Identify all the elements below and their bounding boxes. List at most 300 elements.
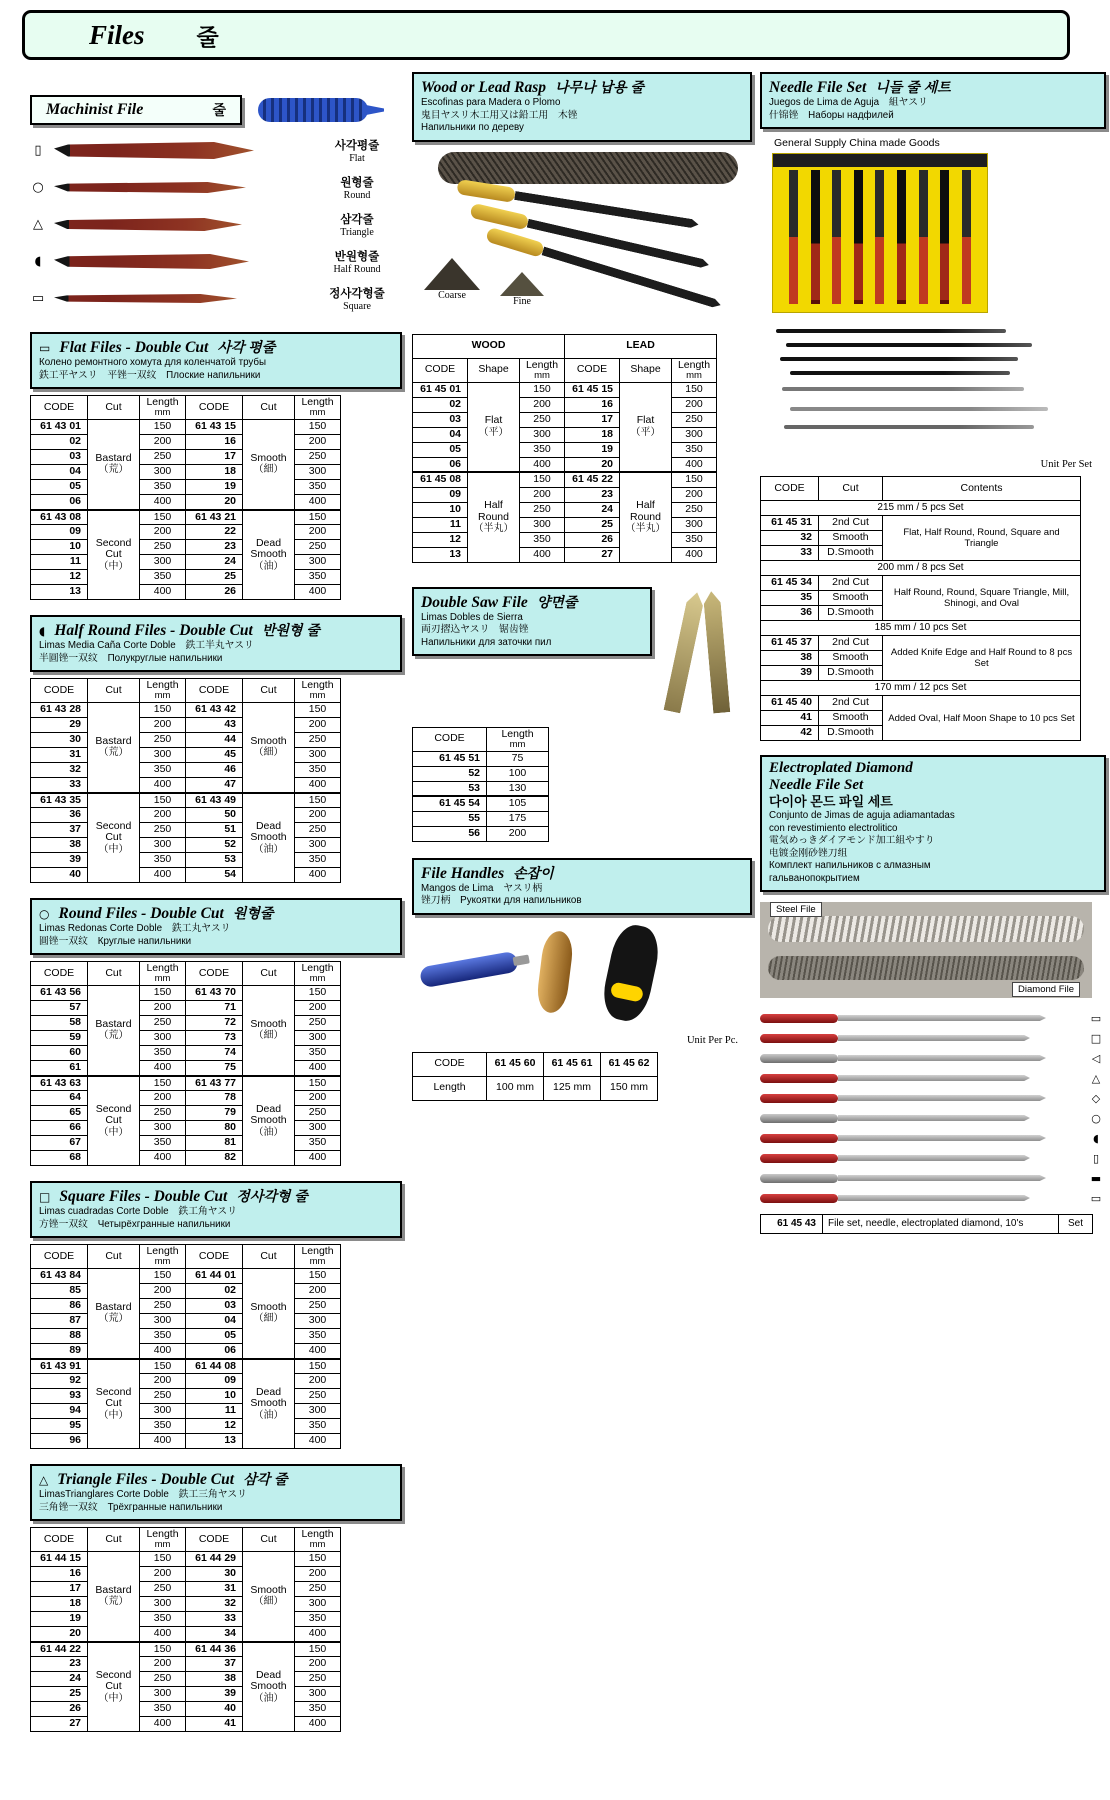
length-cell: 350 <box>295 763 341 778</box>
cut-cell: 2nd Cut <box>819 576 883 591</box>
length-cell: 200 <box>295 1001 341 1016</box>
file-section-round <box>30 898 402 1166</box>
oval-section-icon: ▯ <box>1092 1151 1100 1165</box>
length-cell: 150 <box>520 382 565 397</box>
length-cell: 250 <box>295 540 341 555</box>
machinist-title-box <box>30 95 242 125</box>
code-cell: 38 <box>31 838 88 853</box>
length-cell: 150 <box>295 1642 341 1657</box>
diamond-set-subtitle: Conjunto de Jimas de aguja adiamantadas <box>769 810 955 821</box>
code-cell: 47 <box>186 778 243 793</box>
code-cell: 88 <box>31 1329 88 1344</box>
code-cell: 61 44 01 <box>186 1269 243 1284</box>
table-row <box>413 1076 658 1100</box>
contents-cell: Added Knife Edge and Half Round to 8 pcs Set <box>883 636 1081 681</box>
code-cell: 61 43 77 <box>186 1076 243 1091</box>
section-subtitle: Limas Media Caña Corte Doble 鉄工半丸ヤスリ <box>39 640 254 651</box>
length-cell: 200 <box>140 1001 186 1016</box>
double-saw-title-kr: 양면줄 <box>536 593 578 610</box>
col-header-cut: Cut <box>243 962 295 986</box>
steel-diamond-photo <box>760 902 1092 998</box>
col-header-code: CODE <box>31 1245 88 1269</box>
code-cell: 33 <box>761 546 819 561</box>
table-header-row <box>31 396 341 420</box>
table-header-row <box>761 477 1081 501</box>
length-cell: 350 <box>520 442 565 457</box>
code-cell: 40 <box>31 868 88 883</box>
code-cell: 37 <box>31 823 88 838</box>
code-cell: 53 <box>186 853 243 868</box>
length-cell: 150 <box>295 1359 341 1374</box>
table-row <box>31 1389 341 1404</box>
table-row <box>31 1597 341 1612</box>
code-cell: 92 <box>31 1374 88 1389</box>
table-row <box>31 1687 341 1702</box>
length-cell: 250 <box>295 733 341 748</box>
diamond-set-subtitle: Комплект напильников с алмазным <box>769 860 931 871</box>
wooden-handle-image <box>535 929 575 1014</box>
file-handle-image <box>760 1174 838 1183</box>
cut-cell: Second Cut （中） <box>88 1359 140 1449</box>
length-cell: 350 <box>520 532 565 547</box>
machinist-item-labels <box>312 174 402 201</box>
loose-needle-file-image <box>790 371 1010 375</box>
triangle-files-table <box>30 1527 341 1732</box>
length-cell: 350 <box>295 1136 341 1151</box>
length-cell: 200 <box>295 525 341 540</box>
length-cell: 400 <box>140 1434 186 1449</box>
code-cell: 61 45 37 <box>761 636 819 651</box>
col-header-contents: Contents <box>883 477 1081 501</box>
code-cell: 12 <box>31 570 88 585</box>
length-cell: 105 <box>487 796 549 811</box>
length-cell: 300 <box>140 748 186 763</box>
length-cell: 200 <box>295 808 341 823</box>
col-header-code: CODE <box>31 396 88 420</box>
rasp-image <box>456 179 699 232</box>
table-row <box>31 1106 341 1121</box>
length-cell: 200 <box>295 1374 341 1389</box>
table-row <box>31 1001 341 1016</box>
code-cell: 72 <box>186 1016 243 1031</box>
length-cell: 400 <box>295 495 341 510</box>
loose-needle-file-image <box>784 425 1034 429</box>
coarse-texture <box>424 258 480 301</box>
code-cell: 22 <box>186 525 243 540</box>
machinist-item-round <box>30 169 402 206</box>
right-column <box>760 72 1106 1234</box>
table-row <box>413 442 717 457</box>
length-cell: 250 <box>295 823 341 838</box>
code-cell: 37 <box>186 1657 243 1672</box>
table-row <box>413 472 717 487</box>
square-section-icon: □ <box>1090 1031 1102 1045</box>
col-header-length: Length mm <box>295 679 341 703</box>
shape-cell: Half Round （半丸） <box>468 472 520 562</box>
length-cell: 200 <box>140 718 186 733</box>
col-header-cut: Cut <box>88 1245 140 1269</box>
length-cell: 200 <box>140 435 186 450</box>
length-cell: 150 <box>140 703 186 718</box>
yellow-ring-image <box>610 981 644 1002</box>
needle-set-subtitle: 什锦锉 Наборы надфилей <box>769 109 894 121</box>
riffler-section-icon: ▬ <box>1090 1171 1102 1185</box>
file-section-half-round <box>30 615 402 883</box>
code-cell: 55 <box>413 811 487 826</box>
triangle-section-header <box>30 1464 402 1521</box>
code-cell: 36 <box>31 808 88 823</box>
col-header-length: Length mm <box>140 1245 186 1269</box>
wood-rasp-title <box>421 77 743 97</box>
cut-cell: Bastard （荒） <box>88 703 140 793</box>
cut-cell: 2nd Cut <box>819 516 883 531</box>
lead-column-header: LEAD <box>565 334 717 358</box>
length-cell: 400 <box>140 585 186 600</box>
code-cell: 96 <box>31 1434 88 1449</box>
code-cell: 64 <box>31 1091 88 1106</box>
table-row <box>31 420 341 435</box>
row-header-length: Length <box>413 1076 487 1100</box>
coarse-label: Coarse <box>438 289 466 301</box>
length-cell: 300 <box>672 427 717 442</box>
table-row <box>413 781 549 796</box>
length-cell: 300 <box>140 555 186 570</box>
code-cell: 20 <box>186 495 243 510</box>
machinist-item-labels <box>312 137 402 164</box>
length-cell: 400 <box>140 1061 186 1076</box>
section-title-text: Square Files - Double Cut <box>59 1188 228 1205</box>
set-size-label: 200 mm / 8 pcs Set <box>761 561 1081 576</box>
double-saw-subtitle: 両刃摺込ヤスリ 锯齿锉 <box>421 624 529 635</box>
cut-cell: Dead Smooth （油） <box>243 1359 295 1449</box>
file-handle-image <box>760 1054 838 1063</box>
code-cell: 38 <box>761 651 819 666</box>
length-cell: 350 <box>140 763 186 778</box>
length-cell: 150 <box>140 1642 186 1657</box>
knife-section-icon: △ <box>1091 1071 1101 1085</box>
file-blade-image <box>838 1015 1046 1021</box>
page-title-box <box>22 10 1070 60</box>
code-cell: 23 <box>186 540 243 555</box>
code-cell: 61 43 56 <box>31 986 88 1001</box>
square-section-header <box>30 1181 402 1238</box>
rasp-blade-image <box>438 152 738 184</box>
round-files-table <box>30 961 341 1166</box>
code-cell: 06 <box>186 1344 243 1359</box>
length-cell: 250 <box>140 450 186 465</box>
length-cell: 400 <box>520 547 565 562</box>
rasp-handle-image <box>469 202 529 230</box>
cut-cell: Smooth （細） <box>243 1552 295 1642</box>
cut-cell: D.Smooth <box>819 726 883 741</box>
file-label-en: Triangle <box>340 227 374 238</box>
file-section-flat <box>30 332 402 600</box>
table-row <box>31 1299 341 1314</box>
length-cell: 150 <box>140 510 186 525</box>
table-row <box>31 1091 341 1106</box>
code-cell: 27 <box>31 1717 88 1732</box>
code-cell: 80 <box>186 1121 243 1136</box>
flat-files-table <box>30 395 341 600</box>
length-cell: 250 <box>140 1389 186 1404</box>
cut-cell: Second Cut （中） <box>88 1642 140 1732</box>
square-file-image <box>54 294 237 303</box>
cut-cell: Smooth （細） <box>243 420 295 510</box>
unit-cell: Set <box>1059 1215 1093 1234</box>
length-cell: 200 <box>520 487 565 502</box>
triangle-file-image <box>54 218 242 231</box>
code-cell: 03 <box>31 450 88 465</box>
diamond-file-row <box>760 1048 1106 1068</box>
code-cell: 13 <box>31 585 88 600</box>
col-header-length: Length mm <box>140 679 186 703</box>
file-label-en: Square <box>343 301 371 312</box>
length-cell: 400 <box>140 1151 186 1166</box>
length-cell: 150 <box>295 510 341 525</box>
col-header-cut: Cut <box>243 1528 295 1552</box>
cut-cell: Smooth <box>819 651 883 666</box>
diamond-set-table-wrap <box>760 1214 1106 1234</box>
section-subtitle: LimasTrianglares Corte Doble 鉄工三角ヤスリ <box>39 1489 247 1500</box>
col-header-code: CODE <box>186 679 243 703</box>
code-cell: 46 <box>186 763 243 778</box>
length-cell: 300 <box>140 1314 186 1329</box>
diamond-set-subtitle: 电镀金刚砂锉刀组 <box>769 847 848 859</box>
length-cell: 250 <box>140 540 186 555</box>
table-header-row <box>31 1245 341 1269</box>
code-cell: 52 <box>413 766 487 781</box>
length-cell: 150 <box>295 420 341 435</box>
length-cell: 250 <box>520 412 565 427</box>
code-cell: 41 <box>761 711 819 726</box>
table-row <box>31 1552 341 1567</box>
code-cell: 25 <box>31 1687 88 1702</box>
length-cell: 300 <box>295 1597 341 1612</box>
square-files-table <box>30 1244 341 1449</box>
code-cell: 13 <box>186 1434 243 1449</box>
code-cell: 16 <box>186 435 243 450</box>
file-sections <box>30 332 402 1732</box>
cut-cell: Second Cut （中） <box>88 793 140 883</box>
length-cell: 350 <box>140 570 186 585</box>
code-cell: 06 <box>31 495 88 510</box>
file-label-en: Round <box>343 190 371 201</box>
length-cell: 200 <box>295 1567 341 1582</box>
table-row <box>31 1374 341 1389</box>
needle-pack-image <box>772 153 988 313</box>
length-cell: 400 <box>295 1627 341 1642</box>
table-row <box>413 796 549 811</box>
diamond-file-row <box>760 1168 1106 1188</box>
round-file-image <box>54 182 246 193</box>
length-cell: 250 <box>295 1672 341 1687</box>
length-cell: 350 <box>295 853 341 868</box>
code-cell: 79 <box>186 1106 243 1121</box>
length-cell: 350 <box>672 442 717 457</box>
saw-file-image <box>703 590 731 713</box>
code-cell: 18 <box>31 1597 88 1612</box>
diamond-file-row <box>760 1088 1106 1108</box>
wood-column-header: WOOD <box>413 334 565 358</box>
code-cell: 10 <box>413 502 468 517</box>
file-handle-image <box>760 1154 838 1163</box>
length-cell: 300 <box>295 1121 341 1136</box>
code-cell: 61 43 21 <box>186 510 243 525</box>
code-cell: 13 <box>413 547 468 562</box>
file-handles-table <box>412 1052 658 1101</box>
table-row <box>31 718 341 733</box>
code-cell: 40 <box>186 1702 243 1717</box>
code-cell: 61 45 60 <box>487 1052 544 1076</box>
length-cell: 300 <box>295 1314 341 1329</box>
code-cell: 78 <box>186 1091 243 1106</box>
col-header-cut: Cut <box>243 1245 295 1269</box>
length-cell: 400 <box>295 868 341 883</box>
code-cell: 61 43 42 <box>186 703 243 718</box>
code-cell: 11 <box>186 1404 243 1419</box>
length-cell: 125 mm <box>544 1076 601 1100</box>
table-row <box>31 1434 341 1449</box>
diamond-set-subtitle: гальванопокрытием <box>769 872 860 884</box>
set-size-label: 170 mm / 12 pcs Set <box>761 681 1081 696</box>
file-blade-image <box>838 1075 1030 1081</box>
section-subtitle: Колено ремонтного хомута для коленчатой трубы <box>39 357 267 368</box>
diamond-file-list <box>760 1008 1106 1208</box>
diamond-set-table <box>760 1214 1093 1234</box>
table-row <box>31 1076 341 1091</box>
file-blade-image <box>838 1095 1046 1101</box>
table-row <box>31 510 341 525</box>
file-handles-table-wrap <box>412 1052 752 1101</box>
code-cell: 32 <box>31 763 88 778</box>
col-header-length: Length mm <box>295 962 341 986</box>
code-cell: 24 <box>186 555 243 570</box>
col-header-shape: Shape <box>620 358 672 382</box>
file-label-kr: 반원형줄 <box>334 251 380 263</box>
needle-set-header <box>760 72 1106 129</box>
code-cell: 61 44 22 <box>31 1642 88 1657</box>
col-header-length: Length mm <box>295 396 341 420</box>
code-cell: 34 <box>186 1627 243 1642</box>
code-cell: 03 <box>186 1299 243 1314</box>
col-header-code: CODE <box>31 962 88 986</box>
length-cell: 400 <box>295 1434 341 1449</box>
length-cell: 400 <box>295 1061 341 1076</box>
code-cell: 35 <box>761 591 819 606</box>
code-cell: 56 <box>413 826 487 841</box>
code-cell: 50 <box>186 808 243 823</box>
code-cell: 04 <box>186 1314 243 1329</box>
code-cell: 60 <box>31 1046 88 1061</box>
code-cell: 38 <box>186 1672 243 1687</box>
length-cell: 250 <box>295 1389 341 1404</box>
table-row <box>31 838 341 853</box>
machinist-item-flat <box>30 132 402 169</box>
code-cell: 17 <box>186 450 243 465</box>
loose-needle-file-image <box>786 343 1032 347</box>
code-cell: 10 <box>31 540 88 555</box>
section-subtitle: 半圓锉一双纹 Полукруглые напильники <box>39 652 223 664</box>
cut-cell: Smooth （細） <box>243 986 295 1076</box>
table-row <box>31 1359 341 1374</box>
length-cell: 350 <box>295 1419 341 1434</box>
double-saw-title <box>421 592 643 612</box>
length-cell: 350 <box>295 1612 341 1627</box>
col-header-cut: Cut <box>88 679 140 703</box>
code-cell: 71 <box>186 1001 243 1016</box>
machinist-item-labels <box>312 211 402 238</box>
diamond-file-row <box>760 1108 1106 1128</box>
left-column <box>30 88 402 1732</box>
table-row <box>31 1567 341 1582</box>
round-profile-icon: ○ <box>32 180 44 195</box>
diamond-file-row <box>760 1188 1106 1208</box>
page-title-kr: 줄 <box>196 23 219 50</box>
table-row <box>31 1046 341 1061</box>
cut-cell: D.Smooth <box>819 606 883 621</box>
length-cell: 400 <box>520 457 565 472</box>
length-cell: 250 <box>295 1582 341 1597</box>
code-cell: 27 <box>565 547 620 562</box>
code-cell: 02 <box>186 1284 243 1299</box>
table-row <box>31 1061 341 1076</box>
section-title <box>39 1469 393 1489</box>
code-cell: 61 <box>31 1061 88 1076</box>
code-cell: 31 <box>186 1582 243 1597</box>
code-cell: 30 <box>186 1567 243 1582</box>
triangle-profile-icon: △ <box>39 1473 49 1487</box>
code-cell: 59 <box>31 1031 88 1046</box>
code-cell: 61 43 15 <box>186 420 243 435</box>
col-header-cut: Cut <box>819 477 883 501</box>
table-row <box>31 1329 341 1344</box>
code-cell: 61 45 43 <box>761 1215 823 1234</box>
section-title-text: Round Files - Double Cut <box>58 905 224 922</box>
length-cell: 200 <box>295 1657 341 1672</box>
table-row <box>31 1269 341 1284</box>
col-header-code: CODE <box>186 396 243 420</box>
table-row <box>31 868 341 883</box>
description-cell: File set, needle, electroplated diamond, 10's <box>823 1215 1059 1234</box>
length-cell: 400 <box>295 585 341 600</box>
table-row <box>31 1121 341 1136</box>
length-cell: 200 <box>140 1567 186 1582</box>
code-cell: 85 <box>31 1284 88 1299</box>
double-saw-title-en: Double Saw File <box>421 593 528 611</box>
col-header-code: CODE <box>565 358 620 382</box>
file-blade-image <box>838 1175 1046 1181</box>
length-cell: 250 <box>295 1299 341 1314</box>
col-header-cut: Cut <box>88 396 140 420</box>
code-cell: 58 <box>31 1016 88 1031</box>
length-cell: 200 <box>140 525 186 540</box>
code-cell: 05 <box>413 442 468 457</box>
table-row <box>413 397 717 412</box>
table-row <box>413 811 549 826</box>
code-cell: 61 45 51 <box>413 751 487 766</box>
code-cell: 30 <box>31 733 88 748</box>
needle-set-table-wrap <box>760 476 1106 741</box>
code-cell: 61 45 40 <box>761 696 819 711</box>
code-cell: 61 43 49 <box>186 793 243 808</box>
code-cell: 02 <box>31 435 88 450</box>
table-row <box>413 826 549 841</box>
table-row <box>31 1717 341 1732</box>
code-cell: 94 <box>31 1404 88 1419</box>
length-cell: 350 <box>140 1046 186 1061</box>
file-blade-image <box>838 1115 1030 1121</box>
length-cell: 300 <box>295 1404 341 1419</box>
